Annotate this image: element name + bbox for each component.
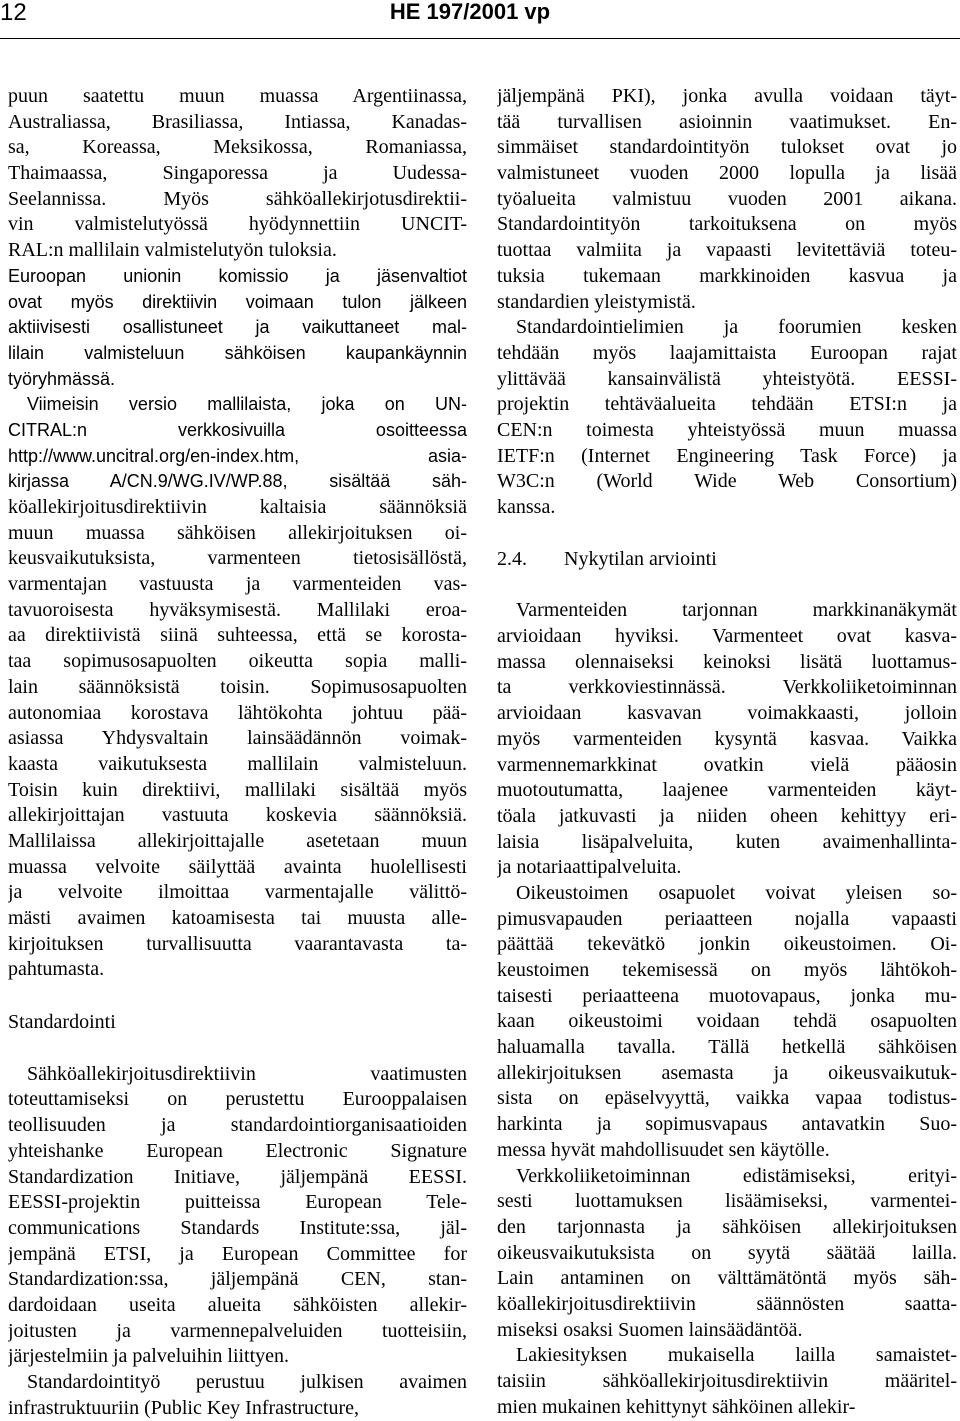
text-line: lilain valmisteluun sähköisen kaupankäynnin bbox=[8, 342, 467, 363]
text-line: joitusten ja varmennepalveluiden tuotteisiin, bbox=[8, 1319, 467, 1342]
text-line: tuksia tukemaan markkinoiden kasvua ja bbox=[497, 264, 957, 287]
text-line: Mallilaissa allekirjoittajalle asetetaan muun bbox=[8, 829, 467, 852]
text-line: Lain antaminen on välttämätöntä myös säh- bbox=[497, 1267, 957, 1290]
text-line: simmäiset standardointityön tulokset ovat jo bbox=[497, 136, 957, 159]
text-line: kaan oikeustoimi voidaan tehdä osapuolten bbox=[497, 1010, 957, 1033]
text-line: varmennemarkkinat ovatkin vielä pääosin bbox=[497, 753, 957, 776]
text-line: ja velvoite ilmoittaa varmentajalle välittö- bbox=[8, 881, 467, 904]
text-line: aa direktiivistä siinä suhteessa, että se korosta- bbox=[8, 624, 467, 647]
text-line: messa hyvät mahdollisuudet sen käytölle. bbox=[497, 1138, 830, 1161]
text-line: kirjassa A/CN.9/WG.IV/WP.88, sisältää säh- bbox=[8, 471, 467, 492]
text-line: pahtumasta. bbox=[8, 958, 105, 981]
text-line: Standardization Initiave, jäljempänä EESSI. bbox=[8, 1165, 467, 1188]
text-line: keustoimen tekemisessä on myös lähtökoh- bbox=[497, 959, 957, 981]
text-line: massa olennaiseksi keinoksi lisätä luottamus- bbox=[497, 650, 957, 673]
text-line: arvioidaan kasvavan voimakkaasti, jolloin bbox=[497, 702, 957, 725]
text-line: Sähköallekirjoitusdirektiivin vaatimusten bbox=[27, 1062, 467, 1085]
section-number: 2.4. bbox=[497, 547, 527, 570]
text-line: Standardization:ssa, jäljempänä CEN, stan- bbox=[8, 1268, 467, 1291]
right-column bbox=[497, 84, 957, 1420]
text-line: sista on epäselvyyttä, vaikka vapaa todistus- bbox=[497, 1087, 957, 1110]
text-line: Toisin kuin direktiivi, mallilaki sisältää myös bbox=[8, 778, 467, 801]
section-title: Nykytilan arviointi bbox=[564, 547, 717, 570]
text-line: IETF:n (Internet Engineering Task Force) ja bbox=[497, 444, 957, 467]
spacer bbox=[8, 983, 467, 1010]
text-line: muassa velvoite säilyttää avainta huolellisesti bbox=[8, 855, 467, 878]
text-line: projektin tehtäväalueita tehdään ETSI:n ja bbox=[497, 393, 957, 416]
text-line: CEN:n toimesta yhteistyössä muun muassa bbox=[497, 418, 957, 441]
subheading-standardointi: Standardointi bbox=[8, 1011, 116, 1034]
section-heading bbox=[497, 547, 957, 573]
text-line: lain säännöksistä toisin. Sopimusosapuolten bbox=[8, 675, 467, 698]
paragraph-mallilaki bbox=[8, 84, 467, 983]
text-line: infrastruktuuriin (Public Key Infrastructure, bbox=[8, 1396, 360, 1419]
text-line: taisiin sähköallekirjoitusdirektiivin määritel- bbox=[497, 1370, 957, 1392]
text-line: tuottaa valmiita ja vapaasti levitettäviä toteu- bbox=[497, 239, 957, 262]
text-line: tavuoroisesta hyväksymisestä. Mallilaki eroa- bbox=[8, 598, 467, 621]
text-line: autonomiaa korostava lähtökohta johtuu pää- bbox=[8, 701, 467, 724]
text-line: tehdään myös laajamittaista Euroopan rajat bbox=[497, 341, 957, 364]
text-line: dardoidaan useita alueita sähköisten allekir- bbox=[8, 1293, 467, 1316]
text-line: töala jatkuvasti ja niiden oheen kehittyy eri- bbox=[497, 804, 957, 827]
text-line: jempänä ETSI, ja European Committee for bbox=[8, 1242, 467, 1265]
text-line: työryhmässä. bbox=[8, 368, 116, 389]
text-line: EESSI-projektin puitteissa European Tele- bbox=[8, 1191, 467, 1214]
text-line: tää turvallisen asioinnin vaatimukset. En- bbox=[497, 110, 957, 133]
text-line: sesti luottamuksen lisäämiseksi, varmentei- bbox=[497, 1190, 957, 1213]
text-line: Varmenteiden tarjonnan markkinanäkymät bbox=[516, 599, 957, 622]
text-line: varmentajan vastuusta ja varmenteiden vas- bbox=[8, 573, 467, 596]
text-line: teollisuuden ja standardointiorganisaatioiden bbox=[8, 1114, 467, 1137]
text-line: keusvaikutuksista, varmenteen tietosisällöstä, bbox=[8, 547, 467, 570]
text-line: Standardointityön tarkoituksena on myös bbox=[497, 213, 957, 236]
text-line: Standardointielimien ja foorumien kesken bbox=[516, 316, 957, 339]
text-line: köallekirjoitusdirektiivin kaltaisia säännöksiä bbox=[8, 496, 467, 518]
paragraph-pki bbox=[497, 84, 957, 521]
text-line: RAL:n mallilain valmistelutyön tuloksia. bbox=[8, 239, 337, 262]
text-line: köallekirjoitusdirektiivin säännösten saatta- bbox=[497, 1292, 957, 1315]
text-line: laisia lisäpalveluita, kuten avaimenhallinta- bbox=[497, 830, 957, 853]
text-line: W3C:n (World Wide Web Consortium) bbox=[497, 470, 957, 493]
text-line: yhteishanke European Electronic Signature bbox=[8, 1139, 467, 1162]
text-line: Australiassa, Brasiliassa, Intiassa, Kanadas- bbox=[8, 110, 467, 133]
header-rule bbox=[0, 38, 960, 39]
text-line: taa sopimusosapuolten oikeutta sopia malli- bbox=[8, 650, 467, 673]
text-line: taisesti periaatteena muotovapaus, jonka mu- bbox=[497, 984, 957, 1007]
spacer bbox=[497, 572, 957, 598]
page-header bbox=[0, 0, 960, 30]
text-line: allekirjoittajan vastuuta koskevia säännöksiä. bbox=[8, 804, 467, 827]
text-line: pimusvapauden periaatteen nojalla vapaasti bbox=[497, 907, 957, 930]
text-line: Seelannissa. Myös sähköallekirjotusdirektii- bbox=[8, 187, 467, 210]
spacer bbox=[8, 1036, 467, 1062]
text-line: aktiivisesti osallistuneet ja vaikuttaneet mal- bbox=[8, 317, 467, 338]
text-line: Thaimaassa, Singaporessa ja Uudessa- bbox=[8, 162, 467, 185]
text-line: allekirjoituksen asemasta ja oikeusvaikutuk- bbox=[497, 1061, 957, 1084]
text-line: päättää tekevätkö jonkin oikeustoimen. Oi- bbox=[497, 933, 957, 956]
text-line: Euroopan unionin komissio ja jäsenvaltiot bbox=[8, 265, 467, 286]
spacer bbox=[497, 521, 957, 547]
text-line: ovat myös direktiivin voimaan tulon jälkeen bbox=[8, 291, 467, 312]
text-line: kirjoituksen turvallisuutta vaarantavasta ta- bbox=[8, 932, 467, 955]
text-line: miseksi osaksi Suomen lainsäädäntöä. bbox=[497, 1318, 803, 1341]
text-line: jäljempänä PKI), jonka avulla voidaan täyt- bbox=[497, 85, 957, 107]
text-line: puun saatettu muun muassa Argentiinassa, bbox=[8, 85, 467, 107]
text-line: ylittävää kansainvälistä yhteistyötä. EESSI- bbox=[497, 367, 957, 390]
text-line: haluamalla tavalla. Tällä hetkellä sähköisen bbox=[497, 1036, 957, 1059]
text-line: järjestelmiin ja palveluihin liittyen. bbox=[8, 1345, 290, 1368]
text-line: valmistuneet vuoden 2000 lopulla ja lisää bbox=[497, 162, 957, 185]
paragraph-nykytila bbox=[497, 598, 957, 1420]
text-line: http://www.uncitral.org/en-index.htm, asia- bbox=[8, 445, 467, 466]
text-line: oikeusvaikutuksista on syytä säätää lailla. bbox=[497, 1241, 957, 1264]
text-line: Oikeustoimen osapuolet voivat yleisen so- bbox=[516, 881, 957, 904]
text-line: Standardointityö perustuu julkisen avaimen bbox=[27, 1371, 467, 1393]
page-number: 12 bbox=[0, 0, 27, 26]
paragraph-standardointi bbox=[8, 1062, 467, 1421]
text-line: asiassa Yhdysvaltain lainsäädännön voimak- bbox=[8, 727, 467, 750]
text-line: toteuttamiseksi on perustettu Eurooppalaisen bbox=[8, 1088, 467, 1111]
text-line: standardien yleistymistä. bbox=[497, 290, 696, 313]
text-line: sa, Koreassa, Meksikossa, Romaniassa, bbox=[8, 136, 467, 159]
text-line: mästi avaimen katoamisesta tai muusta alle- bbox=[8, 907, 467, 929]
text-line: vin valmistelutyössä hyödynnettiin UNCIT- bbox=[8, 213, 467, 236]
text-line: ta verkkoviestinnässä. Verkkoliiketoiminnan bbox=[497, 676, 957, 699]
text-line: CITRAL:n verkkosivuilla osoitteessa bbox=[8, 419, 467, 440]
text-line: Lakiesityksen mukaisella lailla samaistet- bbox=[516, 1344, 957, 1367]
left-column bbox=[8, 84, 467, 1421]
text-line: Verkkoliiketoiminnan edistämiseksi, erityi- bbox=[516, 1164, 957, 1187]
text-line: communications Standards Institute:ssa, jäl- bbox=[8, 1216, 467, 1239]
text-line: muotoutumatta, laajenee varmenteiden käyt- bbox=[497, 779, 957, 802]
text-line: mien mukainen kehittynyt sähköinen allekir- bbox=[497, 1395, 856, 1418]
text-line: ja notariaattipalveluita. bbox=[497, 856, 682, 879]
text-line: työalueita valmistuu vuoden 2001 aikana. bbox=[497, 187, 957, 210]
text-line: den tarjonnasta ja sähköisen allekirjoituksen bbox=[497, 1215, 957, 1238]
text-line: kaasta vaikutuksesta mallilain valmisteluun. bbox=[8, 752, 467, 775]
text-line: myös varmenteiden kysyntä kasvaa. Vaikka bbox=[497, 727, 957, 750]
text-line: kanssa. bbox=[497, 496, 556, 518]
text-line: arvioidaan hyviksi. Varmenteet ovat kasva- bbox=[497, 625, 957, 648]
text-line: Viimeisin versio mallilaista, joka on UN- bbox=[27, 394, 467, 415]
text-line: muun muassa sähköisen allekirjoituksen oi- bbox=[8, 521, 467, 544]
text-line: harkinta ja sopimusvapaus antavatkin Suo- bbox=[497, 1113, 957, 1136]
document-id: HE 197/2001 vp bbox=[389, 0, 551, 24]
